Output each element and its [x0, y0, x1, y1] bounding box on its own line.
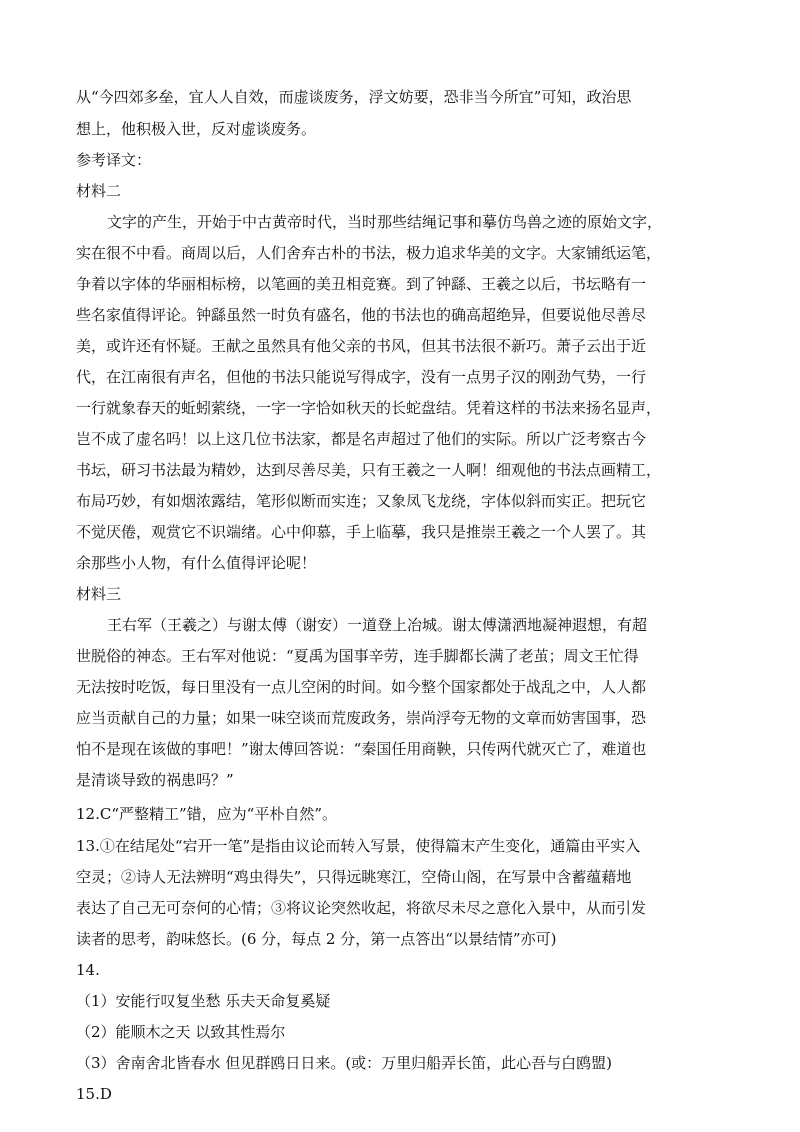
material-2-line-5: 美，或许还有怀疑。王献之虽然具有他父亲的书风，但其书法很不新巧。萧子云出于近 [76, 337, 647, 355]
material-3-line-5: 怕不是现在该做的事吧！”谢太傅回答说：“秦国任用商鞅，只传两代就灭亡了，难道也 [76, 740, 647, 758]
reference-translation-heading: 参考译文： [76, 151, 152, 169]
material-2-line-11: 不觉厌倦，观赏它不识端绪。心中仰慕，手上临摹，我只是推崇王羲之一个人罢了。其 [76, 523, 647, 541]
material-3-line-2: 世脱俗的神态。王右军对他说：“夏禹为国事辛劳，连手脚都长满了老茧；周文王忙得 [76, 647, 639, 665]
answer-14-item-2: （2）能顺木之天 以致其性焉尔 [76, 1023, 286, 1041]
material-3-heading: 材料三 [76, 585, 122, 603]
material-3-line-1: 王右军（王羲之）与谢太傅（谢安）一道登上冶城。谢太傅潇洒地凝神遐想，有超 [107, 616, 648, 634]
material-2-line-4: 些名家值得评论。钟繇虽然一时负有盛名，他的书法也的确高超绝异，但要说他尽善尽 [76, 306, 647, 324]
material-2-line-3: 争着以字体的华丽相标榜，以笔画的美丑相竞赛。到了钟繇、王羲之以后，书坛略有一 [76, 275, 647, 293]
intro-line-1: 从“今四郊多垒，宜人人自效，而虚谈废务，浮文妨要，恐非当今所宜”可知，政治思 [76, 88, 632, 106]
material-2-line-6: 代，在江南很有声名，但他的书法只能说写得成字，没有一点男子汉的刚劲气势，一行 [76, 368, 647, 386]
answer-14-item-1: （1）安能行叹复坐愁 乐夫天命复奚疑 [76, 992, 331, 1010]
answer-13-line-4: 读者的思考，韵味悠长。(6 分，每点 2 分，第一点答出“以景结情”亦可) [76, 930, 557, 948]
material-2-line-10: 布局巧妙，有如烟浓露结，笔形似断而实连；又象凤飞龙绕，字体似斜而实正。把玩它 [76, 492, 647, 510]
answer-13-line-3: 表达了自己无可奈何的心情；③将议论突然收起，将欲尽未尽之意化入景中，从而引发 [76, 899, 647, 917]
material-2-line-12: 余那些小人物，有什么值得评论呢！ [76, 554, 317, 572]
material-2-line-1: 文字的产生，开始于中古黄帝时代，当时那些结绳记事和摹仿鸟兽之迹的原始文字， [107, 213, 663, 231]
answer-12: 12.C“严整精工”错，应为“平朴自然”。 [76, 805, 338, 823]
answer-14-label: 14. [76, 961, 100, 979]
answer-14-item-3: （3）舍南舍北皆春水 但见群鸥日日来。(或：万里归船弄长笛，此心吾与白鸥盟) [76, 1054, 613, 1072]
material-3-line-3: 无法按时吃饭，每日里没有一点儿空闲的时间。如今整个国家都处于战乱之中，人人都 [76, 678, 647, 696]
material-2-line-8: 岂不成了虚名吗！以上这几位书法家，都是名声超过了他们的实际。所以广泛考察古今 [76, 430, 647, 448]
material-2-line-7: 一行就象春天的蚯蚓萦绕，一字一字恰如秋天的长蛇盘结。凭着这样的书法来扬名显声， [76, 399, 662, 417]
material-3-line-4: 应当贡献自己的力量；如果一味空谈而荒废政务，崇尚浮夸无物的文章而妨害国事，恐 [76, 709, 647, 727]
material-3-line-6: 是清谈导致的祸患吗？” [76, 771, 234, 789]
intro-line-2: 想上，他积极入世，反对虚谈废务。 [76, 120, 317, 138]
material-2-line-2: 实在很不中看。商周以后，人们舍弃古朴的书法，极力追求华美的文字。大家铺纸运笔， [76, 244, 662, 262]
answer-13-line-1: 13.①在结尾处“宕开一笔”是指由议论而转入写景，使得篇末产生变化，通篇由平实入 [76, 837, 641, 855]
material-2-line-9: 书坛，研习书法最为精妙，达到尽善尽美，只有王羲之一人啊！细观他的书法点画精工， [76, 461, 662, 479]
answer-15: 15.D [76, 1085, 112, 1103]
material-2-heading: 材料二 [76, 182, 122, 200]
answer-13-line-2: 空灵；②诗人无法辨明“鸡虫得失”，只得远眺寒江，空倚山阁，在写景中含蓄蕴藉地 [76, 868, 632, 886]
